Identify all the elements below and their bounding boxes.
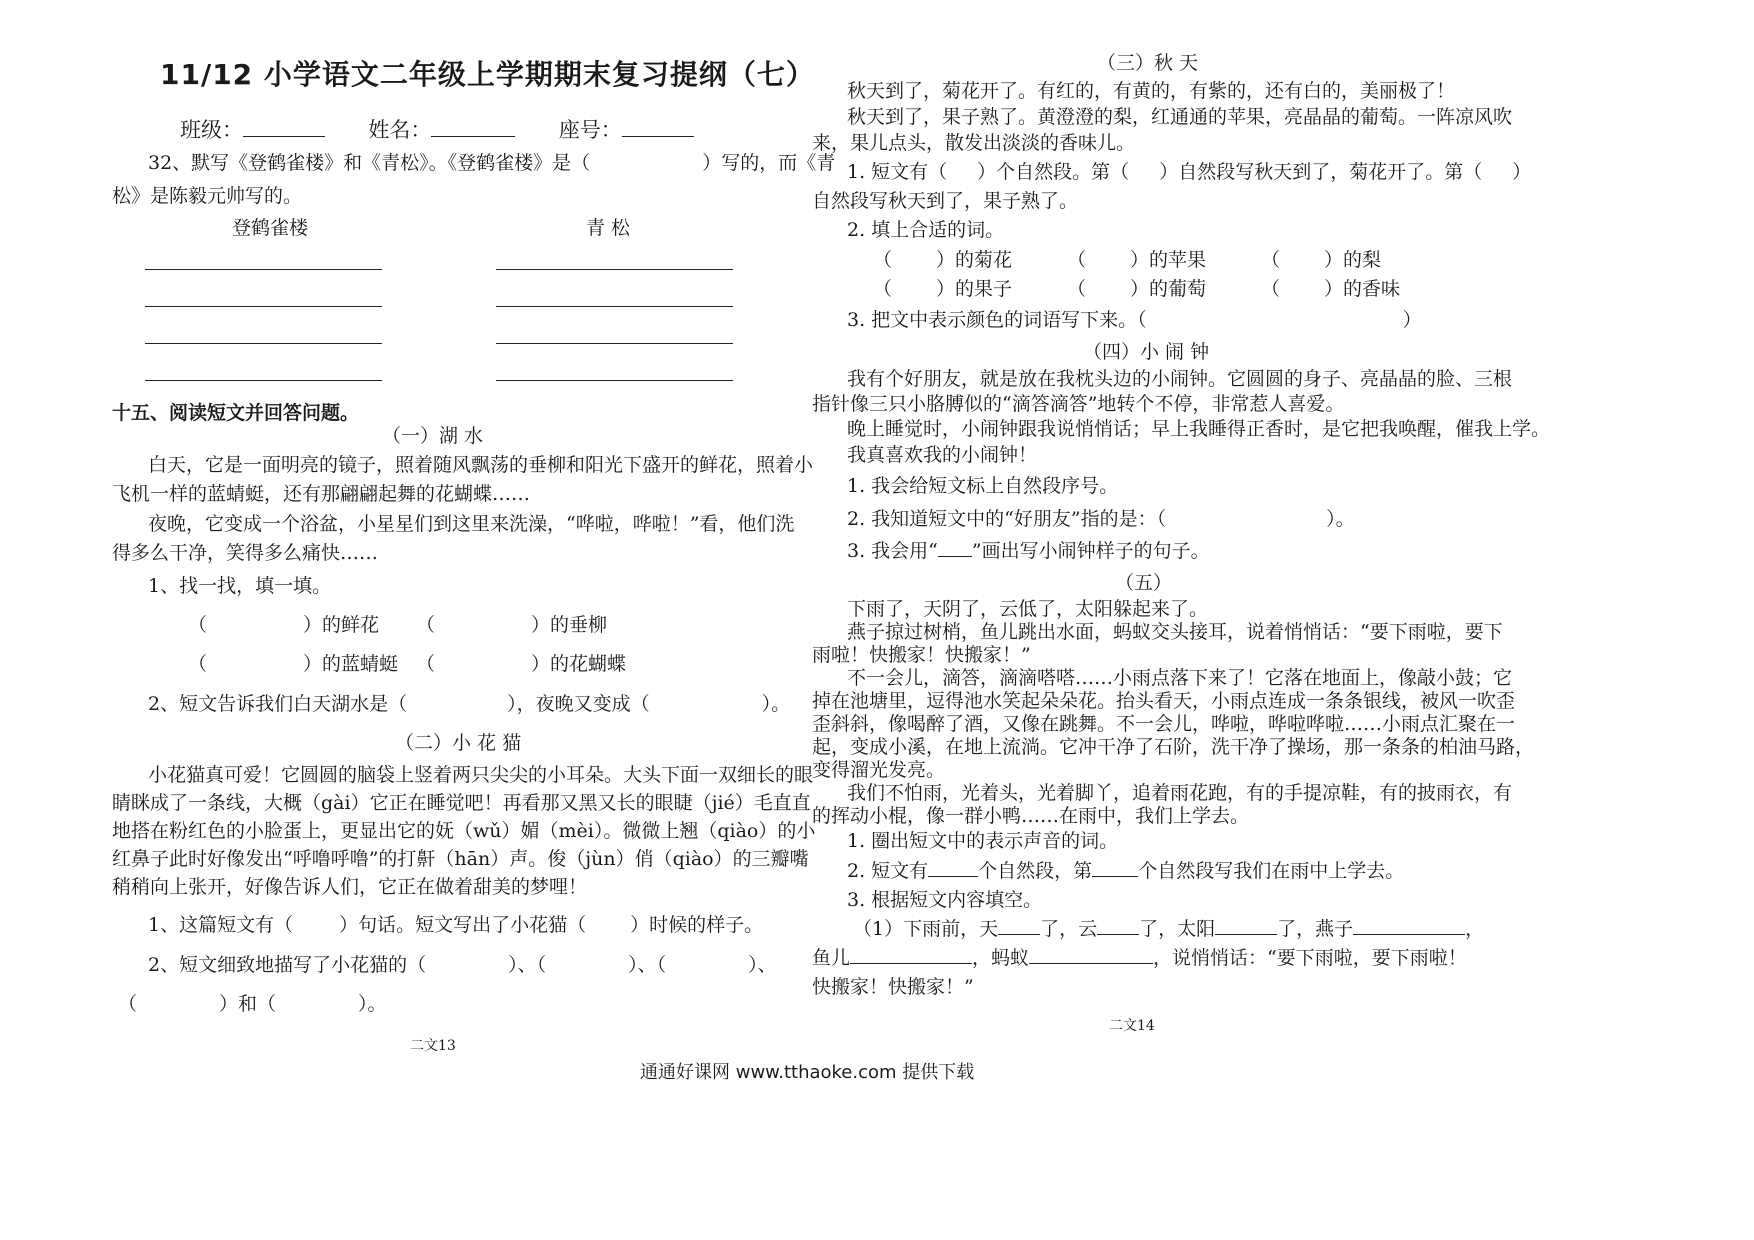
- right-page: [812, 0, 1754, 1240]
- passage1-line: 白天，它是一面明亮的镜子，照着随风飘荡的垂柳和阳光下盛开的鲜花，照着小: [148, 454, 814, 476]
- seat-label: 座号：: [558, 118, 622, 142]
- p1-fill-1: （ ）的鲜花: [188, 614, 380, 636]
- p2-q2: 2、短文细致地描写了小花猫的（ ）、（ ）、（ ）、: [148, 954, 777, 976]
- passage5-line: 燕子掠过树梢，鱼儿跳出水面，蚂蚁交头接耳，说着悄悄话：“要下雨啦，要下: [847, 621, 1503, 643]
- p3-fill-4: （ ）的果子: [873, 278, 1013, 300]
- p5-q2: 2. 短文有 个自然段，第 个自然段写我们在雨中上学去。: [847, 860, 1405, 882]
- p4-q2: 2. 我知道短文中的“好朋友”指的是：（ ）。: [847, 508, 1355, 530]
- p1-fill-3: （ ）的蓝蜻蜓: [188, 653, 399, 675]
- passage5-line: 下雨了，天阴了，云低了，太阳躲起来了。: [847, 598, 1209, 620]
- poem1-line-1[interactable]: [145, 269, 382, 270]
- section-15-heading: 十五、阅读短文并回答问题。: [112, 402, 360, 424]
- page-title: 11/12 小学语文二年级上学期期末复习提纲（七）: [160, 58, 815, 91]
- page-number-left: 二文13: [410, 1038, 456, 1054]
- p3-q1: 1. 短文有（ ）个自然段。第（ ）自然段写秋天到了，菊花开了。第（ ）: [847, 161, 1532, 183]
- q32-text-b: ）写的，而《青: [702, 152, 836, 174]
- p5-fill-blank[interactable]: [1029, 945, 1153, 964]
- passage3-title: （三）秋 天: [1097, 52, 1199, 74]
- passage2-line: 睛眯成了一条线，大概（gài）它正在睡觉吧！再看那又黑又长的眼睫（jié）毛直直: [112, 792, 811, 814]
- passage3-line: 秋天到了，果子熟了。黄澄澄的梨，红通通的苹果，亮晶晶的葡萄。一阵凉风吹: [847, 106, 1513, 128]
- passage2-line: 红鼻子此时好像发出“呼噜呼噜”的打鼾（hān）声。俊（jùn）俏（qiào）的三瓣嘴: [112, 848, 809, 870]
- p5-q1: 1. 圈出短文中的表示声音的词。: [847, 830, 1119, 852]
- passage4-line: 指针像三只小胳膊似的“滴答滴答”地转个不停，非常惹人喜爱。: [812, 393, 1345, 415]
- site-footer: 通通好课网 www.tthaoke.com 提供下载: [640, 1062, 975, 1083]
- poem1-title: 登鹤雀楼: [232, 217, 309, 239]
- poem2-line-3[interactable]: [496, 343, 733, 344]
- passage5-line: 雨啦！快搬家！快搬家！”: [812, 644, 1031, 666]
- passage4-title: （四）小 闹 钟: [1083, 341, 1210, 363]
- q32-line1: [148, 150, 835, 176]
- p5-q2-blank-2[interactable]: [1092, 858, 1138, 877]
- student-info-row: [180, 117, 694, 143]
- p5-fill-line-2: 鱼儿 ，蚂蚁 ，说悄悄话：“要下雨啦，要下雨啦！: [812, 947, 1467, 969]
- passage2-line: 地搭在粉红色的小脸蛋上，更显出它的妩（wǔ）媚（mèi）。微微上翘（qiào）的小: [112, 820, 816, 842]
- p3-q1-cont: 自然段写秋天到了，果子熟了。: [812, 190, 1079, 212]
- p1-q1: 1、找一找，填一填。: [148, 575, 332, 597]
- poem2-line-2[interactable]: [496, 306, 733, 307]
- passage1-line: 飞机一样的蓝蜻蜓，还有那翩翩起舞的花蝴蝶……: [112, 483, 531, 505]
- poem1-line-2[interactable]: [145, 306, 382, 307]
- p5-fill-blank[interactable]: [1353, 916, 1465, 935]
- p5-fill-blank[interactable]: [998, 916, 1040, 935]
- p3-fill-1: （ ）的菊花: [873, 249, 1013, 271]
- passage4-line: 晚上睡觉时，小闹钟跟我说悄悄话；早上我睡得正香时，是它把我唤醒，催我上学。: [847, 418, 1551, 440]
- p3-fill-5: （ ）的葡萄: [1067, 278, 1207, 300]
- poem1-line-4[interactable]: [145, 380, 382, 381]
- p3-fill-3: （ ）的梨: [1261, 249, 1382, 271]
- p5-q3: 3. 根据短文内容填空。: [847, 889, 1043, 911]
- p5-fill-blank[interactable]: [1097, 916, 1139, 935]
- class-label: 班级：: [180, 118, 243, 142]
- passage2-title: （二）小 花 猫: [395, 732, 522, 754]
- passage3-line: 秋天到了，菊花开了。有红的，有黄的，有紫的，还有白的，美丽极了！: [847, 80, 1456, 102]
- p5-fill-line-1: （1）下雨前，天 了，云 了，太阳 了，燕子 ，: [853, 918, 1485, 940]
- poem2-line-4[interactable]: [496, 380, 733, 381]
- p5-fill-blank[interactable]: [1215, 916, 1277, 935]
- p5-fill-blank[interactable]: [850, 945, 972, 964]
- passage2-line: 稍稍向上张开，好像告诉人们，它正在做着甜美的梦哩！: [112, 876, 588, 898]
- class-blank[interactable]: [243, 118, 325, 137]
- passage4-line: 我真喜欢我的小闹钟！: [847, 444, 1038, 466]
- passage5-line: 掉在池塘里，逗得池水笑起朵朵花。抬头看天，小雨点连成一条条银线，被风一吹歪: [812, 690, 1516, 712]
- p4-q3: 3. 我会用“ ”画出写小闹钟样子的句子。: [847, 540, 1210, 562]
- p3-q3: 3. 把文中表示颜色的词语写下来。（ ）: [847, 309, 1422, 331]
- poem2-line-1[interactable]: [496, 269, 733, 270]
- passage5-line: 不一会儿，滴答，滴滴嗒嗒……小雨点落下来了！它落在地面上，像敲小鼓；它: [847, 667, 1513, 689]
- passage5-title: （五）: [1115, 572, 1173, 594]
- p2-q1: 1、这篇短文有（ ）句话。短文写出了小花猫（ ）时候的样子。: [148, 914, 764, 936]
- passage5-line: 变得溜光发亮。: [812, 759, 946, 781]
- poem1-line-3[interactable]: [145, 343, 382, 344]
- passage3-line: 来，果儿点头，散发出淡淡的香味儿。: [812, 132, 1136, 154]
- passage1-line: 得多么干净，笑得多么痛快……: [112, 542, 379, 564]
- p4-q1: 1. 我会给短文标上自然段序号。: [847, 475, 1119, 497]
- p1-fill-2: （ ）的垂柳: [416, 614, 608, 636]
- p1-q2: 2、短文告诉我们白天湖水是（ ），夜晚又变成（ ）。: [148, 693, 791, 715]
- p5-fill-line-3: 快搬家！快搬家！”: [812, 976, 974, 998]
- underline-sample: [938, 538, 972, 557]
- passage5-line: 的挥动小棍，像一群小鸭……在雨中，我们上学去。: [812, 805, 1250, 827]
- seat-blank[interactable]: [622, 118, 694, 137]
- passage5-line: 我们不怕雨，光着头，光着脚丫，追着雨花跑，有的手提凉鞋，有的披雨衣，有: [847, 782, 1513, 804]
- p5-q2-blank-1[interactable]: [928, 858, 978, 877]
- passage5-line: 歪斜斜，像喝醉了酒，又像在跳舞。不一会儿，哗啦，哗啦哗啦……小雨点汇聚在一: [812, 713, 1516, 735]
- passage4-line: 我有个好朋友，就是放在我枕头边的小闹钟。它圆圆的身子、亮晶晶的脸、三根: [847, 368, 1513, 390]
- name-blank[interactable]: [431, 118, 515, 137]
- q32-text-a: 32、默写《登鹤雀楼》和《青松》。《登鹤雀楼》是（: [148, 152, 591, 174]
- name-label: 姓名：: [368, 118, 432, 142]
- p1-fill-4: （ ）的花蝴蝶: [416, 653, 627, 675]
- p2-q2-cont: （ ）和（ ）。: [118, 993, 387, 1015]
- p3-fill-2: （ ）的苹果: [1067, 249, 1207, 271]
- p3-q2: 2. 填上合适的词。: [847, 219, 1005, 241]
- poem2-title: 青 松: [586, 217, 631, 239]
- passage5-line: 起，变成小溪，在地上流淌。它冲干净了石阶，洗干净了操场，那一条条的柏油马路，: [812, 736, 1535, 758]
- passage1-line: 夜晚，它变成一个浴盆，小星星们到这里来洗澡，“哗啦，哗啦！”看，他们洗: [148, 513, 795, 535]
- q32-line2: 松》是陈毅元帅写的。: [112, 185, 303, 207]
- passage2-line: 小花猫真可爱！它圆圆的脑袋上竖着两只尖尖的小耳朵。大头下面一双细长的眼: [148, 764, 814, 786]
- page-number-right: 二文14: [1109, 1018, 1155, 1034]
- passage1-title: （一）湖 水: [382, 425, 484, 447]
- p3-fill-6: （ ）的香味: [1261, 278, 1401, 300]
